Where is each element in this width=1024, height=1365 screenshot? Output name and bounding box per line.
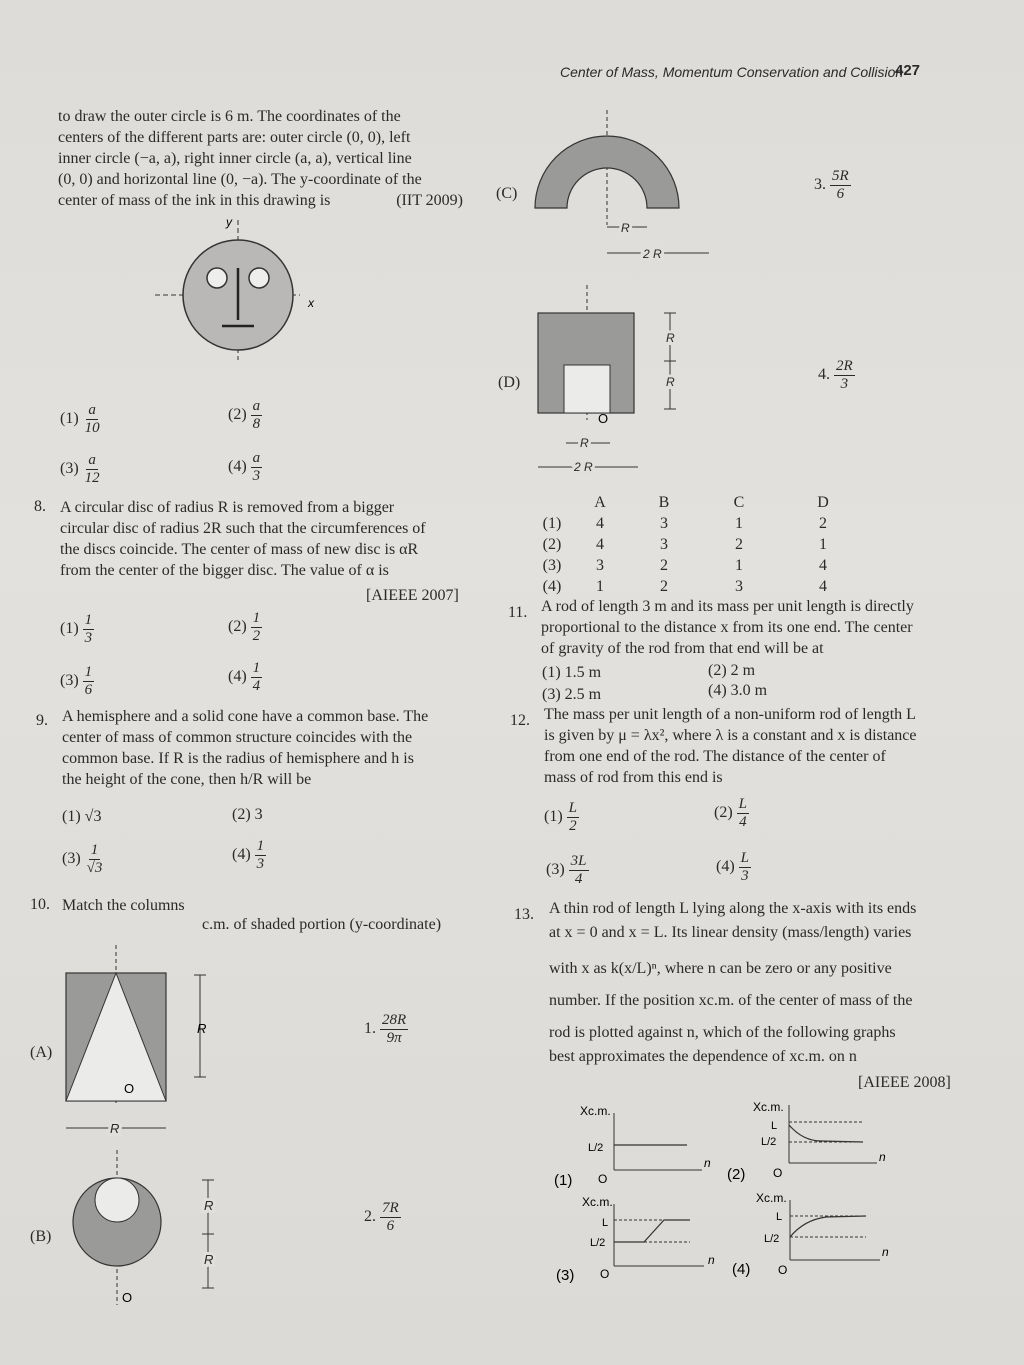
q9-option-3: (3) $\frac{1}{√3}$ [62,842,103,876]
q7-option-1: (1) $\frac{a}{10}$ [60,402,100,436]
q10-b-r-bottom: R [204,1252,214,1267]
q10-d-2r-label: 2 R [574,460,593,474]
graph-half-l: L/2 [761,1136,777,1148]
q10-b-r-top: R [204,1198,214,1213]
q13-graph-1 [552,1095,722,1190]
q13-graph-3 [552,1188,722,1288]
q10-answer-4: 4. $\frac{2R}{3}$ [818,358,853,392]
q12-option-3: (3) $\frac{3L}{4}$ [546,853,587,887]
q8-option-1: (1) $\frac{1}{3}$ [60,612,93,646]
graph-origin: O [598,1172,608,1186]
q12-number: 12. [510,712,530,729]
q10-figure-d [530,285,700,480]
q10-row-a-label: (A) [30,1044,53,1061]
q12-text: The mass per unit length of a non-uniform rod of length L is given by μ = λx², where λ is a constant and x is distance from one end of the rod. The distance of the center of mass of rod from this end is [544,706,917,786]
graph-half-l: L/2 [588,1142,604,1154]
q9-option-1: (1) √3 [62,808,102,825]
q10-d-r-top: R [666,331,675,345]
q9-option-4: (4) $\frac{1}{3}$ [232,838,265,872]
graph-l: L [602,1217,609,1229]
q13-number: 13. [514,906,534,923]
q13-text: A thin rod of length L lying along the x-axis with its ends at x = 0 and x = L. Its linear density (mass/length) varies with x as k(x/L)ⁿ, where n can be zero or any positive number. If the position xc.m. of the center of mass of the rod is plotted against n, which of the following graphs best approximates the dependence of xc.m. on n [549,900,917,1065]
q7-face-figure [150,210,330,370]
graph-ylabel: Xc.m. [580,1104,611,1118]
graph-xlabel: n [704,1156,711,1170]
graph-l: L [771,1120,778,1132]
q13-source: [AIEEE 2008] [858,1074,951,1091]
q8-number: 8. [34,498,46,515]
q8-option-2: (2) $\frac{1}{2}$ [228,610,261,644]
q7-option-3: (3) $\frac{a}{12}$ [60,452,100,486]
q11-option-4: (4) 3.0 m [708,682,768,699]
graph-option-label: (4) [732,1261,751,1278]
graph-origin: O [773,1166,783,1180]
graph-ylabel: Xc.m. [753,1100,784,1114]
q10-row-b-label: (B) [30,1228,52,1245]
q10-a-origin: O [124,1081,135,1096]
graph-xlabel: n [708,1253,715,1267]
q10-column-header: c.m. of shaded portion (y-coordinate) [202,916,442,933]
q10-c-r-label: R [621,221,630,235]
q9-option-2: (2) 3 [232,806,263,823]
match-table-header: A B C D [594,493,829,511]
match-table-row: (3) 3 2 1 4 [542,556,827,574]
q10-a-r-label: R [197,1021,207,1036]
graph-xlabel: n [879,1150,886,1164]
graph-option-label: (3) [556,1267,575,1284]
q10-figure-b [70,1150,230,1310]
graph-half-l: L/2 [764,1233,780,1245]
q8-option-4: (4) $\frac{1}{4}$ [228,660,261,694]
q8-text: A circular disc of radius R is removed from a bigger circular disc of radius 2R such that the circumferences of the discs coincide. The center of mass of new disc is αR from the center of the bigger disc. The value of α is [60,499,426,579]
q9-text: A hemisphere and a solid cone have a common base. The center of mass of common structure coincides with the common base. If R is the radius of hemisphere and h is the height of the cone, then h/R will be [62,708,429,788]
q13-graph-2 [725,1095,895,1190]
match-table-row: (1) 4 3 1 2 [542,514,827,532]
q7-option-2: (2) $\frac{a}{8}$ [228,398,261,432]
q10-a-r-width: R [110,1121,120,1136]
graph-origin: O [778,1263,788,1277]
q7-line: center of mass of the ink in this drawing is (IIT 2009) [58,192,463,209]
q7-line: to draw the outer circle is 6 m. The coordinates of the [58,108,401,125]
q9-number: 9. [36,712,48,729]
q11-option-3: (3) 2.5 m [542,686,602,703]
q10-row-d-label: (D) [498,374,521,391]
q7-line: inner circle (−a, a), right inner circle (a, a), vertical line [58,150,412,167]
q7-line: centers of the different parts are: outer circle (0, 0), left [58,129,411,146]
q7-x-label: x [308,296,314,310]
q7-line: (0, 0) and horizontal line (0, −a). The y-coordinate of the [58,171,422,188]
q12-option-4: (4) $\frac{L}{3}$ [716,850,749,884]
q11-number: 11. [508,604,528,621]
q10-match-table [536,492,864,597]
graph-option-label: (1) [554,1172,573,1189]
q11-text: A rod of length 3 m and its mass per unit length is directly proportional to the distance x from its one end. The center of gravity of the rod from that end will be at [541,598,914,657]
running-title: Center of Mass, Momentum Conservation and Collision [560,64,904,80]
q12-option-2: (2) $\frac{L}{4}$ [714,796,747,830]
graph-origin: O [600,1267,610,1281]
q10-number: 10. [30,896,50,913]
graph-l: L [776,1211,783,1223]
q8-source: [AIEEE 2007] [366,587,459,604]
match-table-row: (2) 4 3 2 1 [542,535,827,553]
page-number: 427 [895,62,921,79]
q11-option-1: (1) 1.5 m [542,664,602,681]
q7-option-4: (4) $\frac{a}{3}$ [228,450,261,484]
q10-b-origin: O [122,1290,133,1305]
q10-answer-3: 3. $\frac{5R}{6}$ [814,168,849,202]
graph-half-l: L/2 [590,1237,606,1249]
match-table-row: (4) 1 2 3 4 [542,577,827,595]
q10-d-r-bottom: R [666,375,675,389]
q10-row-c-label: (C) [496,185,518,202]
q10-answer-2: 2. $\frac{7R}{6}$ [364,1200,399,1234]
q8-option-3: (3) $\frac{1}{6}$ [60,664,93,698]
q10-figure-a [60,945,230,1140]
q7-text [58,106,463,211]
q12-option-1: (1) $\frac{L}{2}$ [544,800,577,834]
graph-xlabel: n [882,1245,889,1259]
q10-d-origin: O [598,411,609,426]
graph-option-label: (2) [727,1166,746,1183]
q10-c-2r-label: 2 R [643,247,662,261]
q7-y-label: y [226,215,232,229]
q11-option-2: (2) 2 m [708,662,756,679]
q10-d-r-width: R [580,436,589,450]
q7-source: (IIT 2009) [396,192,463,209]
graph-ylabel: Xc.m. [582,1195,613,1209]
graph-ylabel: Xc.m. [756,1191,787,1205]
q10-text: Match the columns [62,897,185,914]
q10-figure-c [525,110,725,265]
q10-answer-1: 1. $\frac{28R}{9\pi}$ [364,1012,407,1046]
q13-graph-4 [728,1182,898,1282]
